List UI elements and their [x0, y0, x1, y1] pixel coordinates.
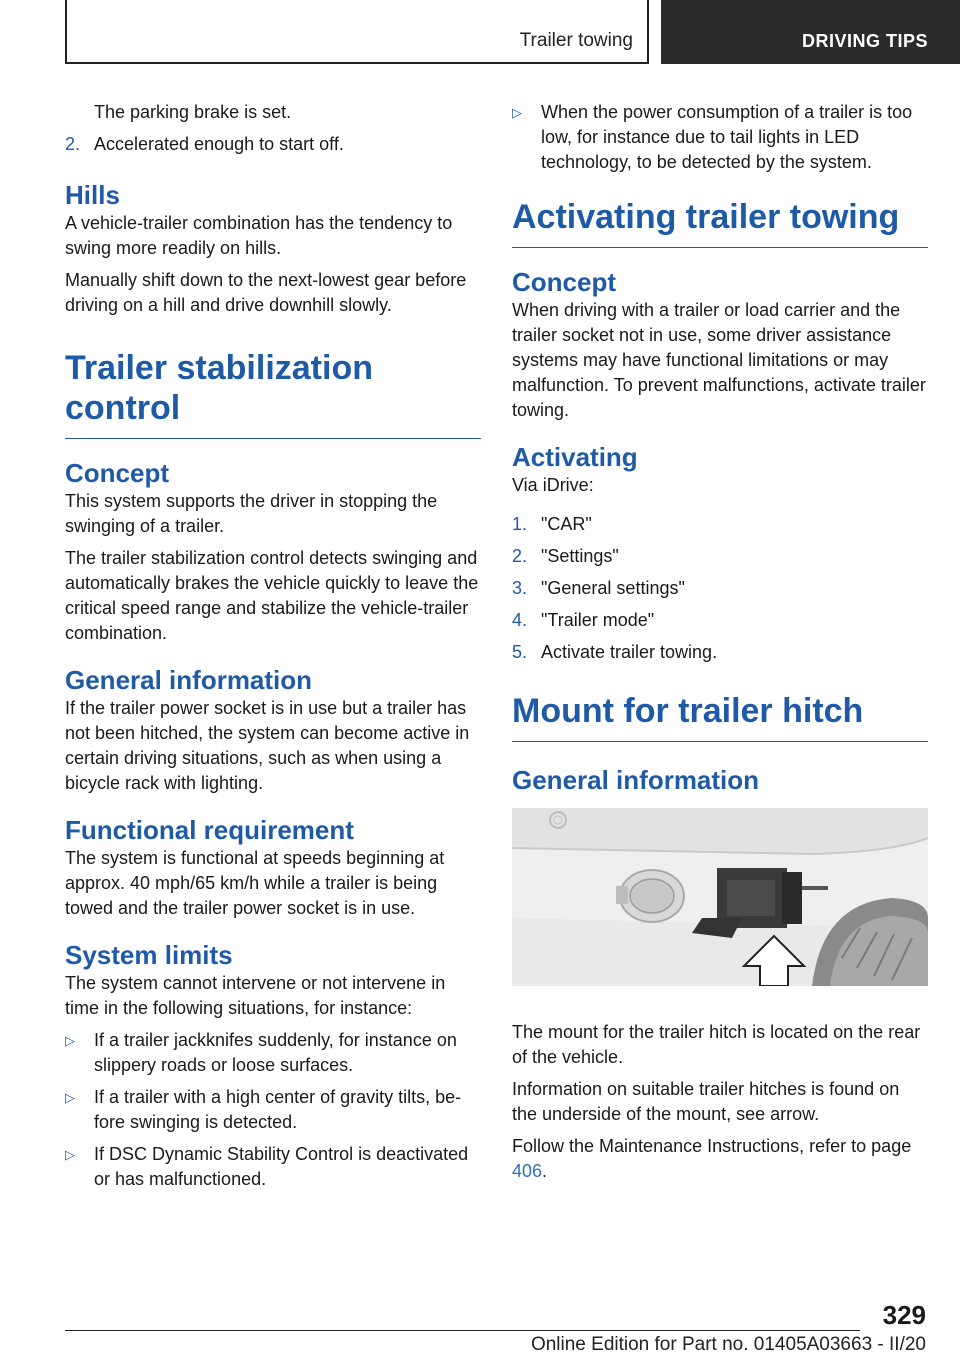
step-text: "General settings"	[541, 578, 685, 598]
triangle-bullet-icon: ▷	[65, 1033, 75, 1048]
step-number: 1.	[512, 514, 528, 534]
general-information-paragraph: If the trailer power socket is in use but a trailer has not been hitched, the system can become active in certain driving situations, such as when using a bicycle rack with lighting.	[65, 698, 470, 793]
via-idrive-text: Via iDrive:	[512, 475, 594, 495]
mount-paragraph-3-end: .	[542, 1161, 548, 1181]
list-item-limit-2	[65, 1085, 481, 1135]
heading-activating-trailer-towing: Activating trailer towing	[512, 197, 928, 248]
page-reference-link[interactable]: 406	[512, 1161, 543, 1181]
list-item-step-4	[512, 608, 928, 633]
header-chapter-title: DRIVING TIPS	[801, 31, 928, 51]
concept-paragraph-1: This system supports the driver in stopping the swinging of a trailer.	[65, 491, 438, 536]
heading-hills: Hills	[65, 180, 120, 210]
left-column	[65, 100, 481, 1192]
step-text: Activate trailer towing.	[541, 642, 718, 662]
mount-paragraph-2: Information on suitable trailer hitches is found on the underside of the mount, see arrow.	[512, 1079, 900, 1124]
heading-general-information: General information	[65, 665, 313, 695]
triangle-bullet-icon: ▷	[65, 1147, 75, 1162]
heading-concept-2: Concept	[512, 267, 616, 297]
step-number: 2.	[512, 546, 528, 566]
step-number: 2.	[65, 134, 81, 154]
heading-functional-requirement: Functional requirement	[65, 815, 354, 845]
list-item-step-1	[512, 512, 928, 537]
step-text: "CAR"	[541, 514, 592, 534]
hills-paragraph-1: A vehicle-trailer combination has the tendency to swing more readily on hills.	[65, 213, 453, 258]
list-item-step-5	[512, 640, 928, 665]
triangle-bullet-icon: ▷	[512, 105, 522, 120]
heading-activating: Activating	[512, 442, 638, 472]
triangle-bullet-icon: ▷	[65, 1090, 75, 1105]
heading-trailer-stabilization-control: Trailer stabilization control	[65, 348, 481, 439]
page-number: 329	[882, 1300, 926, 1330]
right-column	[512, 100, 928, 1184]
list-item-limit-3	[65, 1142, 481, 1192]
trailer-hitch-mount-image	[512, 808, 928, 986]
concept-paragraph-2: The trailer stabilization control detects swinging and automatically brakes the vehicle quickly to leave the critical speed range and stabilize the vehicle-trailer combination.	[65, 548, 479, 643]
step-1-continuation: The parking brake is set.	[94, 102, 292, 122]
activating-concept-paragraph: When driving with a trailer or load carrier and the trailer socket not in use, some driver assistance systems may have functional limitations or may malfunction. To prevent malfunctions, activate trailer towing.	[512, 300, 926, 420]
step-text: "Settings"	[541, 546, 619, 566]
step-number: 5.	[512, 642, 528, 662]
heading-general-information-2: General information	[512, 765, 760, 795]
header-section-box	[65, 0, 649, 64]
header-section-title: Trailer towing	[519, 30, 633, 51]
list-item-step-2	[512, 544, 928, 569]
mount-paragraph-3	[512, 1134, 928, 1184]
footer-edition-text: Online Edition for Part no. 01405A03663 - II/20	[530, 1334, 926, 1355]
mount-paragraph-3-text: Follow the Maintenance Instructions, refer to page	[512, 1136, 912, 1156]
heading-system-limits: System limits	[65, 940, 233, 970]
heading-concept: Concept	[65, 458, 169, 488]
trailer-hitch-illustration	[512, 808, 928, 986]
step-text: "Trailer mode"	[541, 610, 655, 630]
header-chapter-tab	[661, 0, 960, 64]
step-number: 3.	[512, 578, 528, 598]
limit-text: If a trailer jackknifes suddenly, for instance on slippery roads or loose surfaces.	[94, 1030, 457, 1075]
list-item-step-3	[512, 576, 928, 601]
list-item-limit-1	[65, 1028, 481, 1078]
limit-text: If DSC Dynamic Stability Control is deactivated or has malfunctioned.	[94, 1144, 469, 1189]
step-text: Accelerated enough to start off.	[94, 134, 344, 154]
limit-text: If a trailer with a high center of gravity tilts, before swinging is detected.	[94, 1087, 462, 1132]
list-item-step-2	[65, 132, 481, 157]
footer-divider	[65, 1330, 860, 1331]
step-number: 4.	[512, 610, 528, 630]
limit-text: When the power consumption of a trailer is too low, for instance due to tail lights in LED technology, to be detected by the system.	[541, 102, 913, 172]
heading-mount-for-trailer-hitch: Mount for trailer hitch	[512, 691, 928, 742]
mount-paragraph-1: The mount for the trailer hitch is located on the rear of the vehicle.	[512, 1022, 921, 1067]
system-limits-paragraph: The system cannot intervene or not intervene in time in the following situations, for instance:	[65, 973, 446, 1018]
functional-requirement-paragraph: The system is functional at speeds beginning at approx. 40 mph/65 km/h while a trailer is being towed and the trailer power socket is in use.	[65, 848, 445, 918]
list-item-limit-4	[512, 100, 928, 175]
hills-paragraph-2: Manually shift down to the next-lowest gear before driving on a hill and drive downhill slowly.	[65, 270, 467, 315]
